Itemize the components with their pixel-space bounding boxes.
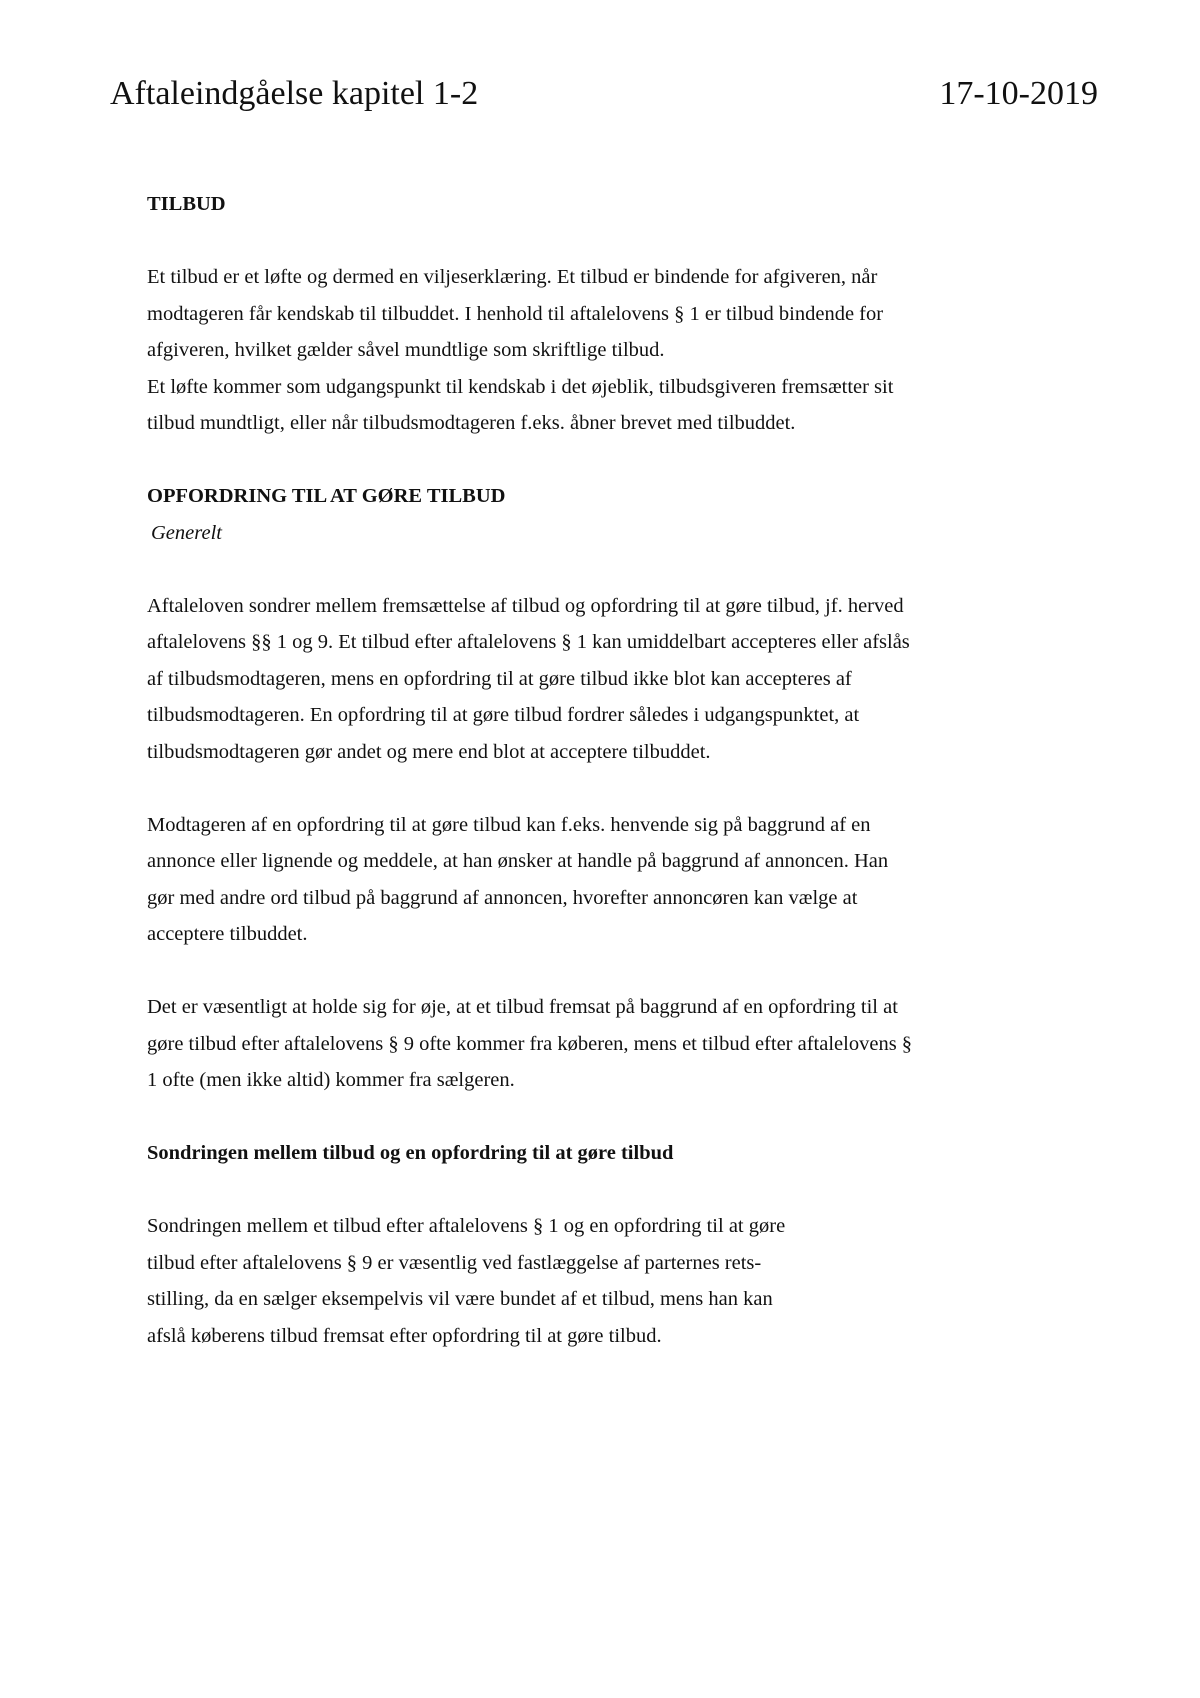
text-line: stilling, da en sælger eksempelvis vil være bundet af et tilbud, mens han kan bbox=[147, 1288, 773, 1310]
section-tilbud bbox=[147, 186, 1077, 442]
text-line: 1 ofte (men ikke altid) kommer fra sælgeren. bbox=[147, 1069, 515, 1091]
text-line: afslå køberens tilbud fremsat efter opfordring til at gøre tilbud. bbox=[147, 1324, 662, 1347]
heading-opfordring: OPFORDRING TIL AT GØRE TILBUD bbox=[147, 485, 506, 507]
text-line: Sondringen mellem et tilbud efter aftalelovens § 1 og en opfordring til at gøre bbox=[147, 1215, 786, 1237]
text-line: tilbudsmodtageren. En opfordring til at gøre tilbud fordrer således i udgangspunktet, at bbox=[147, 704, 860, 726]
heading-sondringen: Sondringen mellem tilbud og en opfordring til at gøre tilbud bbox=[147, 1142, 674, 1164]
text-line: Modtageren af en opfordring til at gøre tilbud kan f.eks. henvende sig på baggrund af en bbox=[147, 813, 871, 836]
paragraph-opfordring-2 bbox=[147, 807, 1077, 953]
paragraph-opfordring-1 bbox=[147, 588, 1077, 771]
paragraph-opfordring-3 bbox=[147, 989, 1077, 1099]
text-line: afgiveren, hvilket gælder såvel mundtlige som skriftlige tilbud. bbox=[147, 339, 665, 361]
section-sondringen bbox=[147, 1135, 1077, 1354]
page-header bbox=[110, 72, 1098, 116]
text-line: tilbud mundtligt, eller når tilbudsmodtageren f.eks. åbner brevet med tilbuddet. bbox=[147, 412, 796, 434]
text-line: tilbud efter aftalelovens § 9 er væsentlig ved fastlæggelse af parternes rets- bbox=[147, 1251, 762, 1274]
document-body bbox=[147, 186, 1077, 1354]
text-line: Et tilbud er et løfte og dermed en viljeserklæring. Et tilbud er bindende for afgiveren, når bbox=[147, 266, 878, 288]
section-opfordring bbox=[147, 478, 1077, 1099]
paragraph-sondringen-1 bbox=[147, 1208, 1077, 1354]
text-line: aftalelovens §§ 1 og 9. Et tilbud efter aftalelovens § 1 kan umiddelbart accepteres eller afslås bbox=[147, 631, 910, 653]
text-line: gøre tilbud efter aftalelovens § 9 ofte kommer fra køberen, mens et tilbud efter aftalelovens § bbox=[147, 1032, 913, 1055]
document-date: 17-10-2019 bbox=[939, 75, 1098, 112]
document-title: Aftaleindgåelse kapitel 1-2 bbox=[110, 75, 479, 112]
text-line: acceptere tilbuddet. bbox=[147, 923, 308, 945]
text-line: Aftaleloven sondrer mellem fremsættelse af tilbud og opfordring til at gøre tilbud, jf. herved bbox=[147, 594, 904, 617]
paragraph-tilbud-1 bbox=[147, 259, 1077, 442]
heading-tilbud: TILBUD bbox=[147, 193, 226, 215]
text-line: annonce eller lignende og meddele, at han ønsker at handle på baggrund af annoncen. Han bbox=[147, 850, 889, 872]
text-line: gør med andre ord tilbud på baggrund af annoncen, hvorefter annoncøren kan vælge at bbox=[147, 886, 858, 909]
subheading-generelt: Generelt bbox=[151, 521, 222, 544]
text-line: modtageren får kendskab til tilbuddet. I henhold til aftalelovens § 1 er tilbud bindende for bbox=[147, 302, 884, 325]
text-line: Et løfte kommer som udgangspunkt til kendskab i det øjeblik, tilbudsgiveren fremsætter sit bbox=[147, 375, 894, 398]
text-line: Det er væsentligt at holde sig for øje, at et tilbud fremsat på baggrund af en opfordring til at bbox=[147, 996, 898, 1018]
text-line: af tilbudsmodtageren, mens en opfordring til at gøre tilbud ikke blot kan accepteres af bbox=[147, 667, 852, 690]
text-line: tilbudsmodtageren gør andet og mere end blot at acceptere tilbuddet. bbox=[147, 740, 711, 763]
